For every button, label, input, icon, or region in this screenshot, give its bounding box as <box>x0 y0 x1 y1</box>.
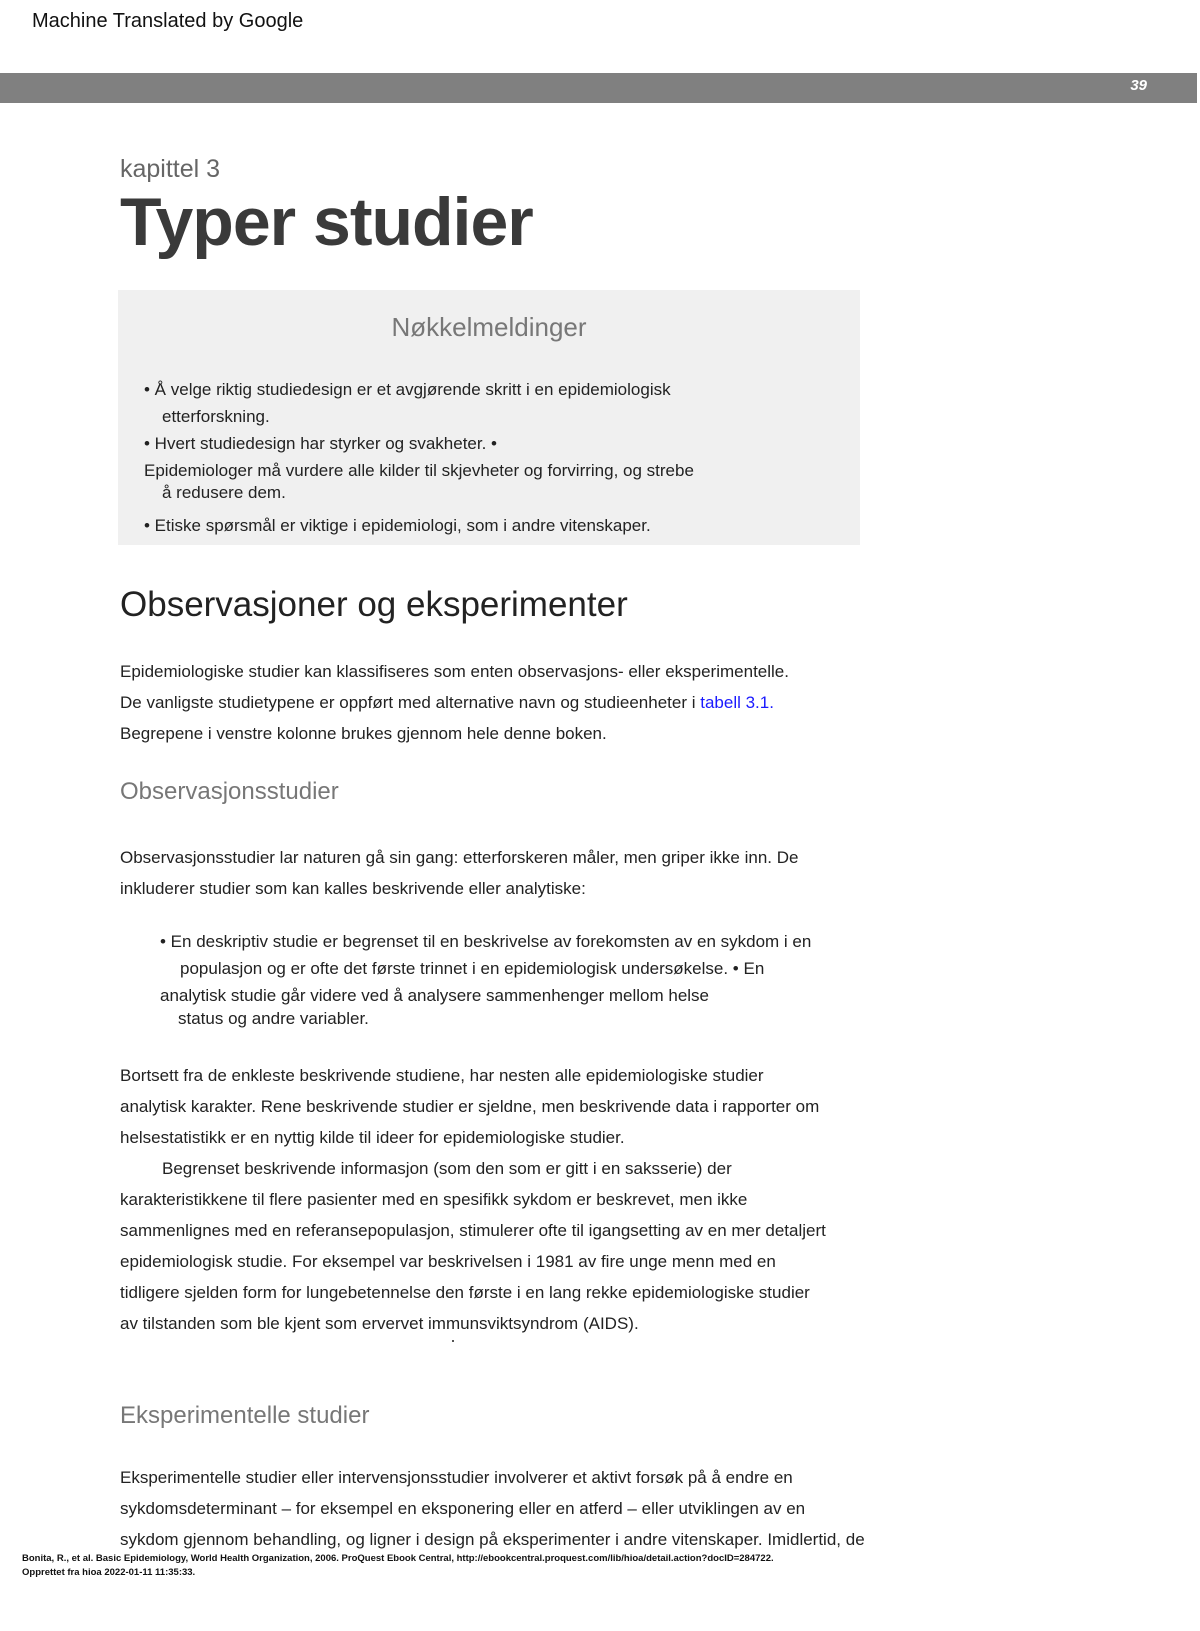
key-messages-title: Nøkkelmeldinger <box>391 312 587 342</box>
bullet-line: • En deskriptiv studie er begrenset til en beskrivelse av forekomsten av en sykdom i en <box>160 932 812 951</box>
bullet-line: status og andre variabler. <box>178 1009 369 1028</box>
body-line: epidemiologisk studie. For eksempel var beskrivelsen i 1981 av fire unge menn med en <box>120 1252 776 1271</box>
table-3-1-link[interactable]: tabell 3.1. <box>700 693 774 712</box>
body-line: av tilstanden som ble kjent som ervervet immunsviktsyndrom (AIDS). <box>120 1314 639 1333</box>
body-line: sammenlignes med en referansepopulasjon, stimulerer ofte til igangsetting av en mer detaljert <box>120 1221 826 1240</box>
body-line: sykdomsdeterminant – for eksempel en eksponering eller en atferd – eller utviklingen av en <box>120 1499 806 1518</box>
body-line: Bortsett fra de enkleste beskrivende studiene, har nesten alle epidemiologiske studier <box>120 1066 764 1085</box>
key-message-line: • Etiske spørsmål er viktige i epidemiologi, som i andre vitenskaper. <box>144 516 651 535</box>
page-number: 39 <box>1130 77 1147 94</box>
body-line: Observasjonsstudier lar naturen gå sin gang: etterforskeren måler, men griper ikke inn. De <box>120 848 799 867</box>
key-message-line: • Å velge riktig studiedesign er et avgjørende skritt i en epidemiologisk <box>144 380 671 399</box>
section-title: Observasjoner og eksperimenter <box>120 585 628 624</box>
experimental-heading: Eksperimentelle studier <box>120 1402 370 1429</box>
key-messages-box <box>118 290 860 545</box>
body-line: sykdom gjennom behandling, og ligner i design på eksperimenter i andre vitenskaper. Imidlertid, de <box>120 1530 865 1549</box>
body-line: inkluderer studier som kan kalles beskrivende eller analytiske: <box>120 879 586 898</box>
footer-created: Opprettet fra hioa 2022-01-11 11:35:33. <box>22 1567 196 1578</box>
page-header-bar <box>0 73 1197 103</box>
body-line: Begrenset beskrivende informasjon (som den som er gitt i en saksserie) der <box>162 1159 732 1178</box>
bullet-line: populasjon og er ofte det første trinnet i en epidemiologisk undersøkelse. • En <box>180 959 765 978</box>
bullet-line: analytisk studie går videre ved å analysere sammenhenger mellom helse <box>160 986 710 1005</box>
body-line: Epidemiologiske studier kan klassifiseres som enten observasjons- eller eksperimentelle. <box>120 662 789 681</box>
body-line: Eksperimentelle studier eller intervensjonsstudier involverer et aktivt forsøk på å endre en <box>120 1468 793 1487</box>
body-line: analytisk karakter. Rene beskrivende studier er sjeldne, men beskrivende data i rapporter om <box>120 1097 820 1116</box>
stray-dot <box>452 1340 454 1342</box>
body-line: helsestatistikk er en nyttig kilde til ideer for epidemiologiske studier. <box>120 1128 625 1147</box>
footer-citation: Bonita, R., et al. Basic Epidemiology, World Health Organization, 2006. ProQuest Ebook Central, http://ebookcentral.proquest.com/lib/hioa/detail.action?docID=284722. <box>22 1553 774 1564</box>
observational-heading: Observasjonsstudier <box>120 778 339 805</box>
body-line: Begrepene i venstre kolonne brukes gjennom hele denne boken. <box>120 724 607 743</box>
key-message-line: Epidemiologer må vurdere alle kilder til skjevheter og forvirring, og strebe <box>144 461 694 480</box>
key-message-line: • Hvert studiedesign har styrker og svakheter. • <box>144 434 498 453</box>
body-text: De vanligste studietypene er oppført med alternative navn og studieenheter i <box>120 693 701 712</box>
body-line: tidligere sjelden form for lungebetennelse den første i en lang rekke epidemiologiske studier <box>120 1283 810 1302</box>
key-message-line: å redusere dem. <box>162 483 286 502</box>
key-message-line: etterforskning. <box>162 407 270 426</box>
chapter-title: Typer studier <box>120 184 533 260</box>
body-line <box>120 693 774 713</box>
chapter-label: kapittel 3 <box>120 155 221 183</box>
body-line: karakteristikkene til flere pasienter med en spesifikk sykdom er beskrevet, men ikke <box>120 1190 748 1209</box>
machine-translated-note: Machine Translated by Google <box>32 10 304 32</box>
